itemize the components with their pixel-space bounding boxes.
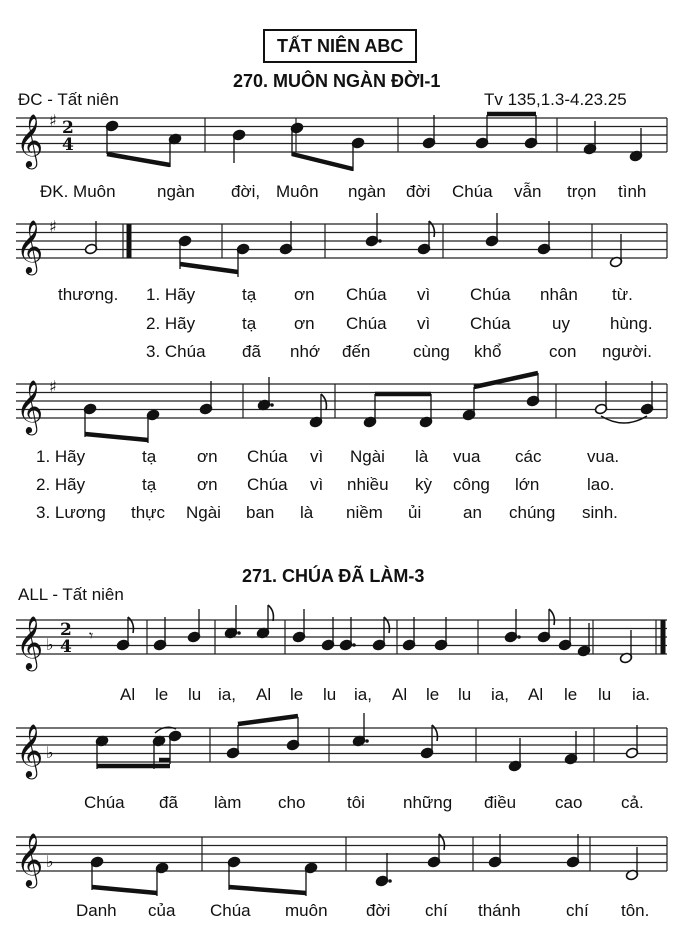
lyric-syllable: muôn (285, 901, 328, 920)
treble-clef: 𝄞 (16, 219, 44, 273)
key-sharp: ♯ (49, 217, 57, 236)
lyric-syllable: vì (417, 314, 431, 333)
key-sharp: ♯ (49, 111, 57, 130)
lyric-syllable: ngàn (157, 182, 195, 201)
lyric-syllable: vua. (587, 447, 620, 466)
lyric-syllable: thánh (478, 901, 521, 920)
song1-title: 270. MUÔN NGÀN ĐỜI-1 (233, 71, 441, 91)
lyric-syllable: vì (310, 475, 324, 494)
lyric-syllable: le (290, 685, 304, 704)
lyric-syllable: Ngài (350, 447, 385, 466)
lyric-syllable: ơn (294, 314, 315, 333)
lyric-syllable: 3. Chúa (146, 342, 206, 361)
lyric-syllable: là (300, 503, 314, 522)
lyric-syllable: các (515, 447, 542, 466)
tie (601, 416, 647, 423)
lyric-syllable: đến (342, 342, 371, 361)
lyric-syllable: ia, (354, 685, 372, 704)
lyric-syllable: Muôn (276, 182, 319, 201)
note-beam (229, 887, 306, 893)
lyric-syllable: 2. Hãy (36, 475, 86, 494)
lyric-syllable: lu (188, 685, 202, 704)
key-flat: ♭ (46, 852, 54, 871)
lyric-syllable: tạ (142, 475, 157, 494)
key-flat: ♭ (46, 635, 54, 654)
song1-psalm-reference: Tv 135,1.3-4.23.25 (484, 90, 627, 109)
lyric-syllable: Chúa (470, 314, 511, 333)
lyric-syllable: kỳ (415, 475, 432, 494)
lyric-syllable: ơn (294, 285, 315, 304)
lyric-syllable: cả. (621, 793, 644, 812)
lyric-syllable: lớn (515, 475, 540, 494)
lyric-syllable: lu (323, 685, 337, 704)
lyric-syllable: đời (366, 901, 391, 920)
lyric-syllable: hùng. (610, 314, 653, 333)
dot (388, 879, 392, 883)
lyric-syllable: chí (425, 901, 448, 920)
lyric-syllable: cùng (413, 342, 450, 361)
lyric-syllable: người. (602, 342, 652, 361)
lyric-syllable: ủi (408, 503, 422, 522)
lyric-syllable: ia. (632, 685, 650, 704)
treble-clef: 𝄞 (16, 615, 44, 669)
dot (237, 631, 241, 635)
lyric-syllable: Al (392, 685, 408, 704)
lyric-syllable: cho (278, 793, 306, 812)
lyric-syllable: niềm (346, 503, 383, 522)
note-beam (92, 887, 157, 893)
lyric-syllable: 2. Hãy (146, 314, 196, 333)
lyric-syllable: cao (555, 793, 583, 812)
lyric-syllable: ơn (197, 447, 218, 466)
header-title: TẤT NIÊN ABC (277, 36, 404, 56)
lyric-syllable: những (403, 793, 453, 812)
lyric-syllable: lao. (587, 475, 615, 494)
lyric-syllable: Chúa (470, 285, 511, 304)
lyric-syllable: chí (566, 901, 589, 920)
lyric-syllable: tình (618, 182, 647, 201)
dot (517, 635, 521, 639)
note-beam (107, 154, 170, 165)
lyric-syllable: ngàn (348, 182, 386, 201)
treble-clef: 𝄞 (16, 723, 44, 777)
lyric-syllable: thực (131, 503, 166, 522)
time-signature-top: 2 (62, 118, 74, 138)
dot (378, 239, 382, 243)
lyric-syllable: khổ (474, 342, 502, 361)
lyric-syllable: Chúa (210, 901, 251, 920)
lyric-syllable: thương. (58, 285, 119, 304)
note-flag (321, 394, 326, 410)
note-beam (292, 154, 353, 169)
lyric-syllable: vì (310, 447, 324, 466)
lyric-syllable: 1. Hãy (36, 447, 86, 466)
lyric-syllable: Chúa (84, 793, 125, 812)
lyric-syllable: nhớ (290, 342, 321, 361)
lyric-syllable: le (564, 685, 578, 704)
lyric-syllable: le (155, 685, 169, 704)
lyric-syllable: ĐK. Muôn (40, 182, 116, 201)
lyric-syllable: trọn (567, 182, 597, 201)
key-sharp: ♯ (49, 377, 57, 396)
song1-occasion: ĐC - Tất niên (18, 90, 119, 109)
lyric-syllable: chúng (509, 503, 556, 522)
eighth-rest: 𝄾 (89, 626, 94, 645)
lyric-syllable: đời (406, 182, 431, 201)
lyric-syllable: Chúa (247, 447, 288, 466)
lyric-syllable: con (549, 342, 577, 361)
treble-clef: 𝄞 (16, 832, 44, 886)
lyric-syllable: tạ (242, 285, 257, 304)
treble-clef: 𝄞 (16, 113, 44, 167)
dot (270, 403, 274, 407)
lyric-syllable: đời, (231, 182, 261, 201)
lyric-syllable: tôi (347, 793, 365, 812)
lyric-syllable: an (463, 503, 482, 522)
lyric-syllable: vì (417, 285, 431, 304)
dot (365, 739, 369, 743)
note-flag (268, 605, 273, 621)
lyric-syllable: Ngài (186, 503, 221, 522)
song2-title: 271. CHÚA ĐÃ LÀM-3 (242, 566, 425, 586)
lyric-syllable: ia, (218, 685, 236, 704)
lyric-syllable: làm (214, 793, 242, 812)
lyric-syllable: sinh. (582, 503, 618, 522)
time-signature-bottom: 4 (60, 637, 72, 657)
lyric-syllable: Danh (76, 901, 117, 920)
lyric-syllable: vẫn (514, 182, 542, 201)
lyric-syllable: Al (528, 685, 544, 704)
lyric-syllable: ia, (491, 685, 509, 704)
lyric-syllable: đã (242, 342, 261, 361)
lyric-syllable: Chúa (247, 475, 288, 494)
lyric-syllable: lu (598, 685, 612, 704)
lyric-syllable: tôn. (621, 901, 650, 920)
dot (352, 643, 356, 647)
note-flag (549, 609, 554, 625)
lyric-syllable: le (426, 685, 440, 704)
lyric-syllable: nhiều (347, 475, 389, 494)
lyric-syllable: vua (453, 447, 481, 466)
lyric-syllable: điều (484, 793, 517, 812)
lyric-syllable: tạ (142, 447, 157, 466)
lyric-syllable: Chúa (346, 285, 387, 304)
key-flat: ♭ (46, 743, 54, 762)
lyric-syllable: nhân (540, 285, 578, 304)
treble-clef: 𝄞 (16, 379, 44, 433)
lyric-syllable: là (415, 447, 429, 466)
lyric-syllable: uy (552, 314, 570, 333)
lyric-syllable: 1. Hãy (146, 285, 196, 304)
lyric-syllable: tạ (242, 314, 257, 333)
lyric-syllable: công (453, 475, 490, 494)
lyric-syllable: 3. Lương (36, 503, 106, 522)
note-beam (85, 434, 148, 440)
lyric-syllable: Al (256, 685, 272, 704)
lyric-syllable: lu (458, 685, 472, 704)
note-beam (474, 373, 538, 387)
time-signature-bottom: 4 (62, 135, 74, 155)
lyric-syllable: Chúa (452, 182, 493, 201)
lyric-syllable: Chúa (346, 314, 387, 333)
song2-occasion: ALL - Tất niên (18, 585, 124, 604)
lyric-syllable: Al (120, 685, 136, 704)
lyric-syllable: từ. (612, 285, 633, 304)
time-signature-top: 2 (60, 620, 72, 640)
lyric-syllable: đã (159, 793, 178, 812)
lyric-syllable: ban (246, 503, 275, 522)
note-beam (238, 716, 298, 724)
lyric-syllable: ơn (197, 475, 218, 494)
lyric-syllable: của (148, 901, 176, 920)
note-beam (180, 264, 238, 272)
